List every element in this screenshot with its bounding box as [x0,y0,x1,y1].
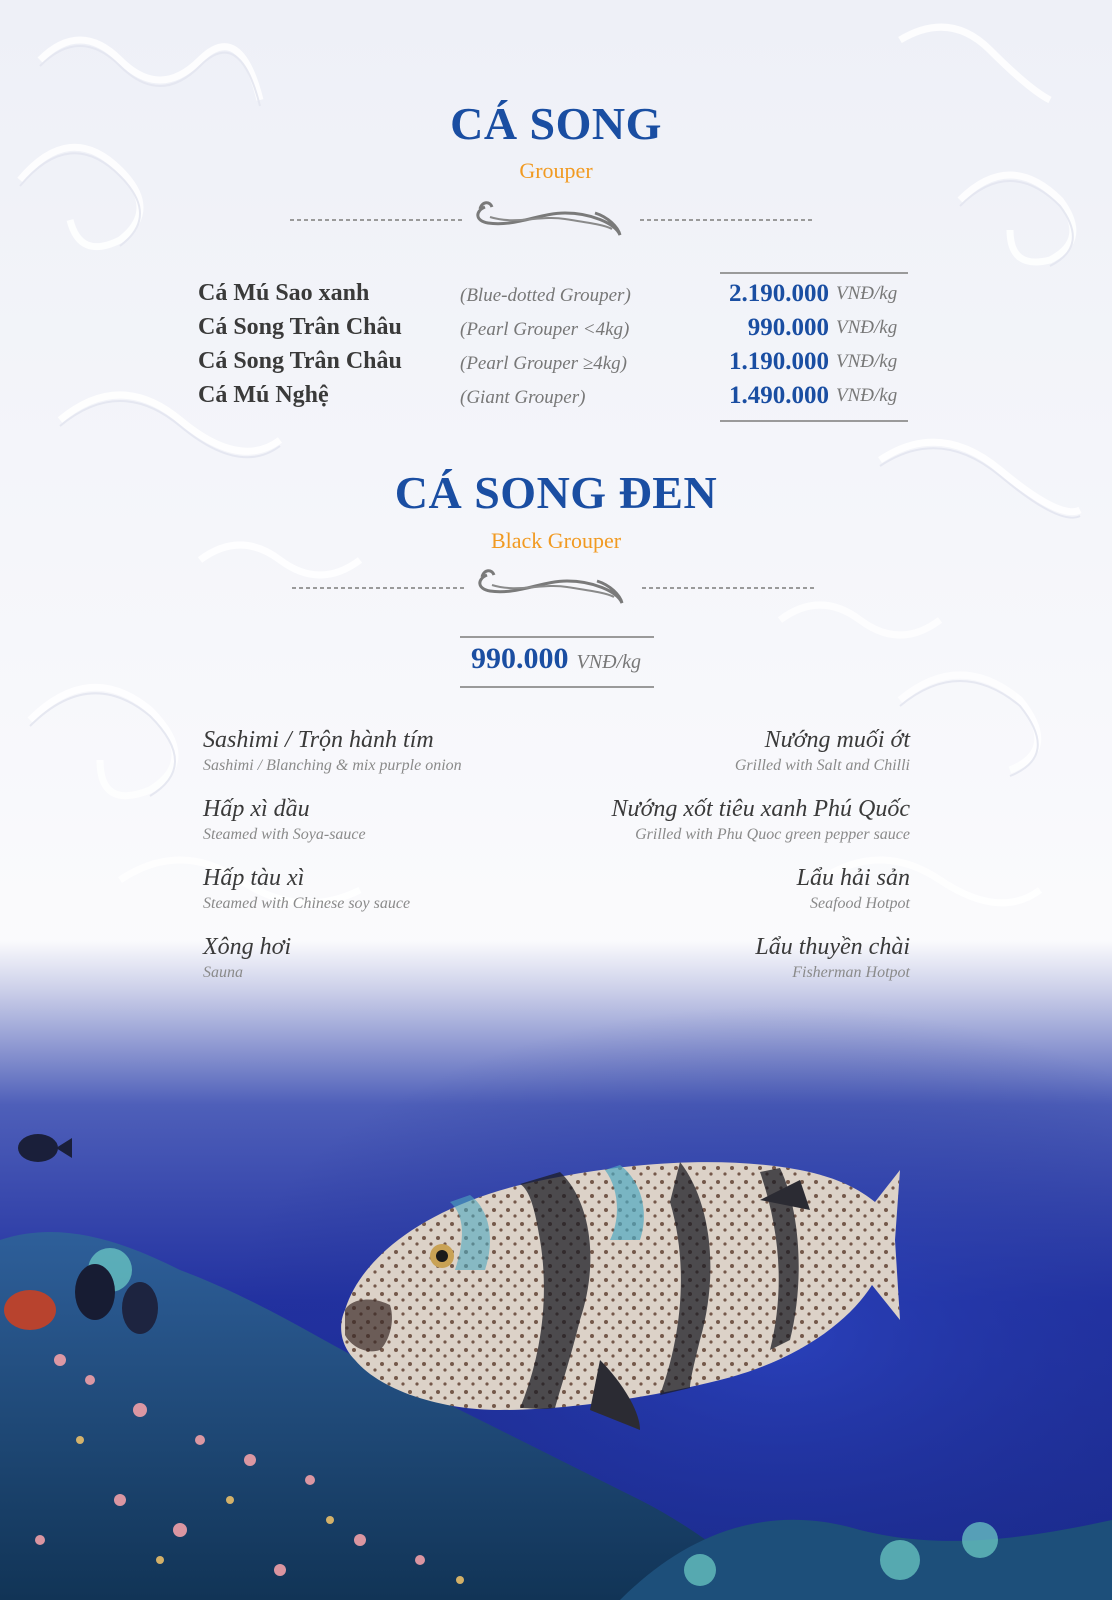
flourish-divider-icon [292,563,822,613]
method-name-vn: Hấp tàu xì [203,865,305,891]
method-name-en: Steamed with Soya-sauce [203,826,366,843]
cooking-method [410,725,910,777]
method-name-en: Steamed with Chinese soy sauce [203,895,411,912]
section1-title: CÁ SONG [450,98,662,149]
flourish-divider-icon [290,195,820,245]
item-price: 1.490.000 [729,382,829,409]
method-name-en: Grilled with Salt and Chilli [734,757,910,774]
grouper-photo [0,940,1112,1600]
method-name-vn: Sashimi / Trộn hành tím [203,727,434,753]
method-name-vn: Lẩu thuyền chài [755,934,910,960]
black-grouper-price [0,642,1112,676]
item-description: (Pearl Grouper ≥4kg) [460,353,627,374]
cooking-method [410,932,910,984]
method-name-vn: Hấp xì dầu [203,796,310,822]
menu-item [0,348,1112,382]
method-name-en: Sashimi / Blanching & mix purple onion [203,757,462,774]
menu-item [0,314,1112,348]
item-description: (Blue-dotted Grouper) [460,285,631,306]
method-name-en: Sauna [203,964,243,981]
item-price: 990.000 [747,314,829,341]
item-description: (Pearl Grouper <4kg) [460,319,630,340]
item-price: 2.190.000 [729,280,829,307]
item-price: 1.190.000 [729,348,829,375]
price-column-bottom-rule [720,420,908,422]
method-name-vn: Nướng muối ớt [764,727,910,753]
item-name: Cá Mú Sao xanh [198,280,370,306]
price-value: 990.000 [471,642,569,675]
menu-item [0,280,1112,314]
method-name-en: Fisherman Hotpot [792,964,910,981]
method-name-vn: Lẩu hải sản [796,865,910,891]
price-unit: VNĐ/kg [576,651,641,673]
section1-subtitle: Grouper [519,158,593,183]
item-name: Cá Mú Nghệ [198,382,329,408]
method-name-vn: Xông hơi [203,934,292,960]
item-name: Cá Song Trân Châu [198,348,402,374]
price-column-top-rule [720,272,908,274]
section2-title: CÁ SONG ĐEN [394,467,718,518]
item-unit: VNĐ/kg [836,351,898,372]
item-description: (Giant Grouper) [460,387,586,408]
item-unit: VNĐ/kg [836,317,898,338]
item-unit: VNĐ/kg [836,283,898,304]
method-name-en: Seafood Hotpot [810,895,910,912]
menu-item [0,382,1112,416]
section2-subtitle: Black Grouper [490,528,622,553]
item-unit: VNĐ/kg [836,385,898,406]
item-name: Cá Song Trân Châu [198,314,402,340]
black-price-bottom-rule [460,686,654,688]
black-price-top-rule [460,636,654,638]
cooking-method [410,794,910,846]
method-name-vn: Nướng xốt tiêu xanh Phú Quốc [611,796,910,822]
cooking-method [410,863,910,915]
method-name-en: Grilled with Phu Quoc green pepper sauce [635,826,910,843]
